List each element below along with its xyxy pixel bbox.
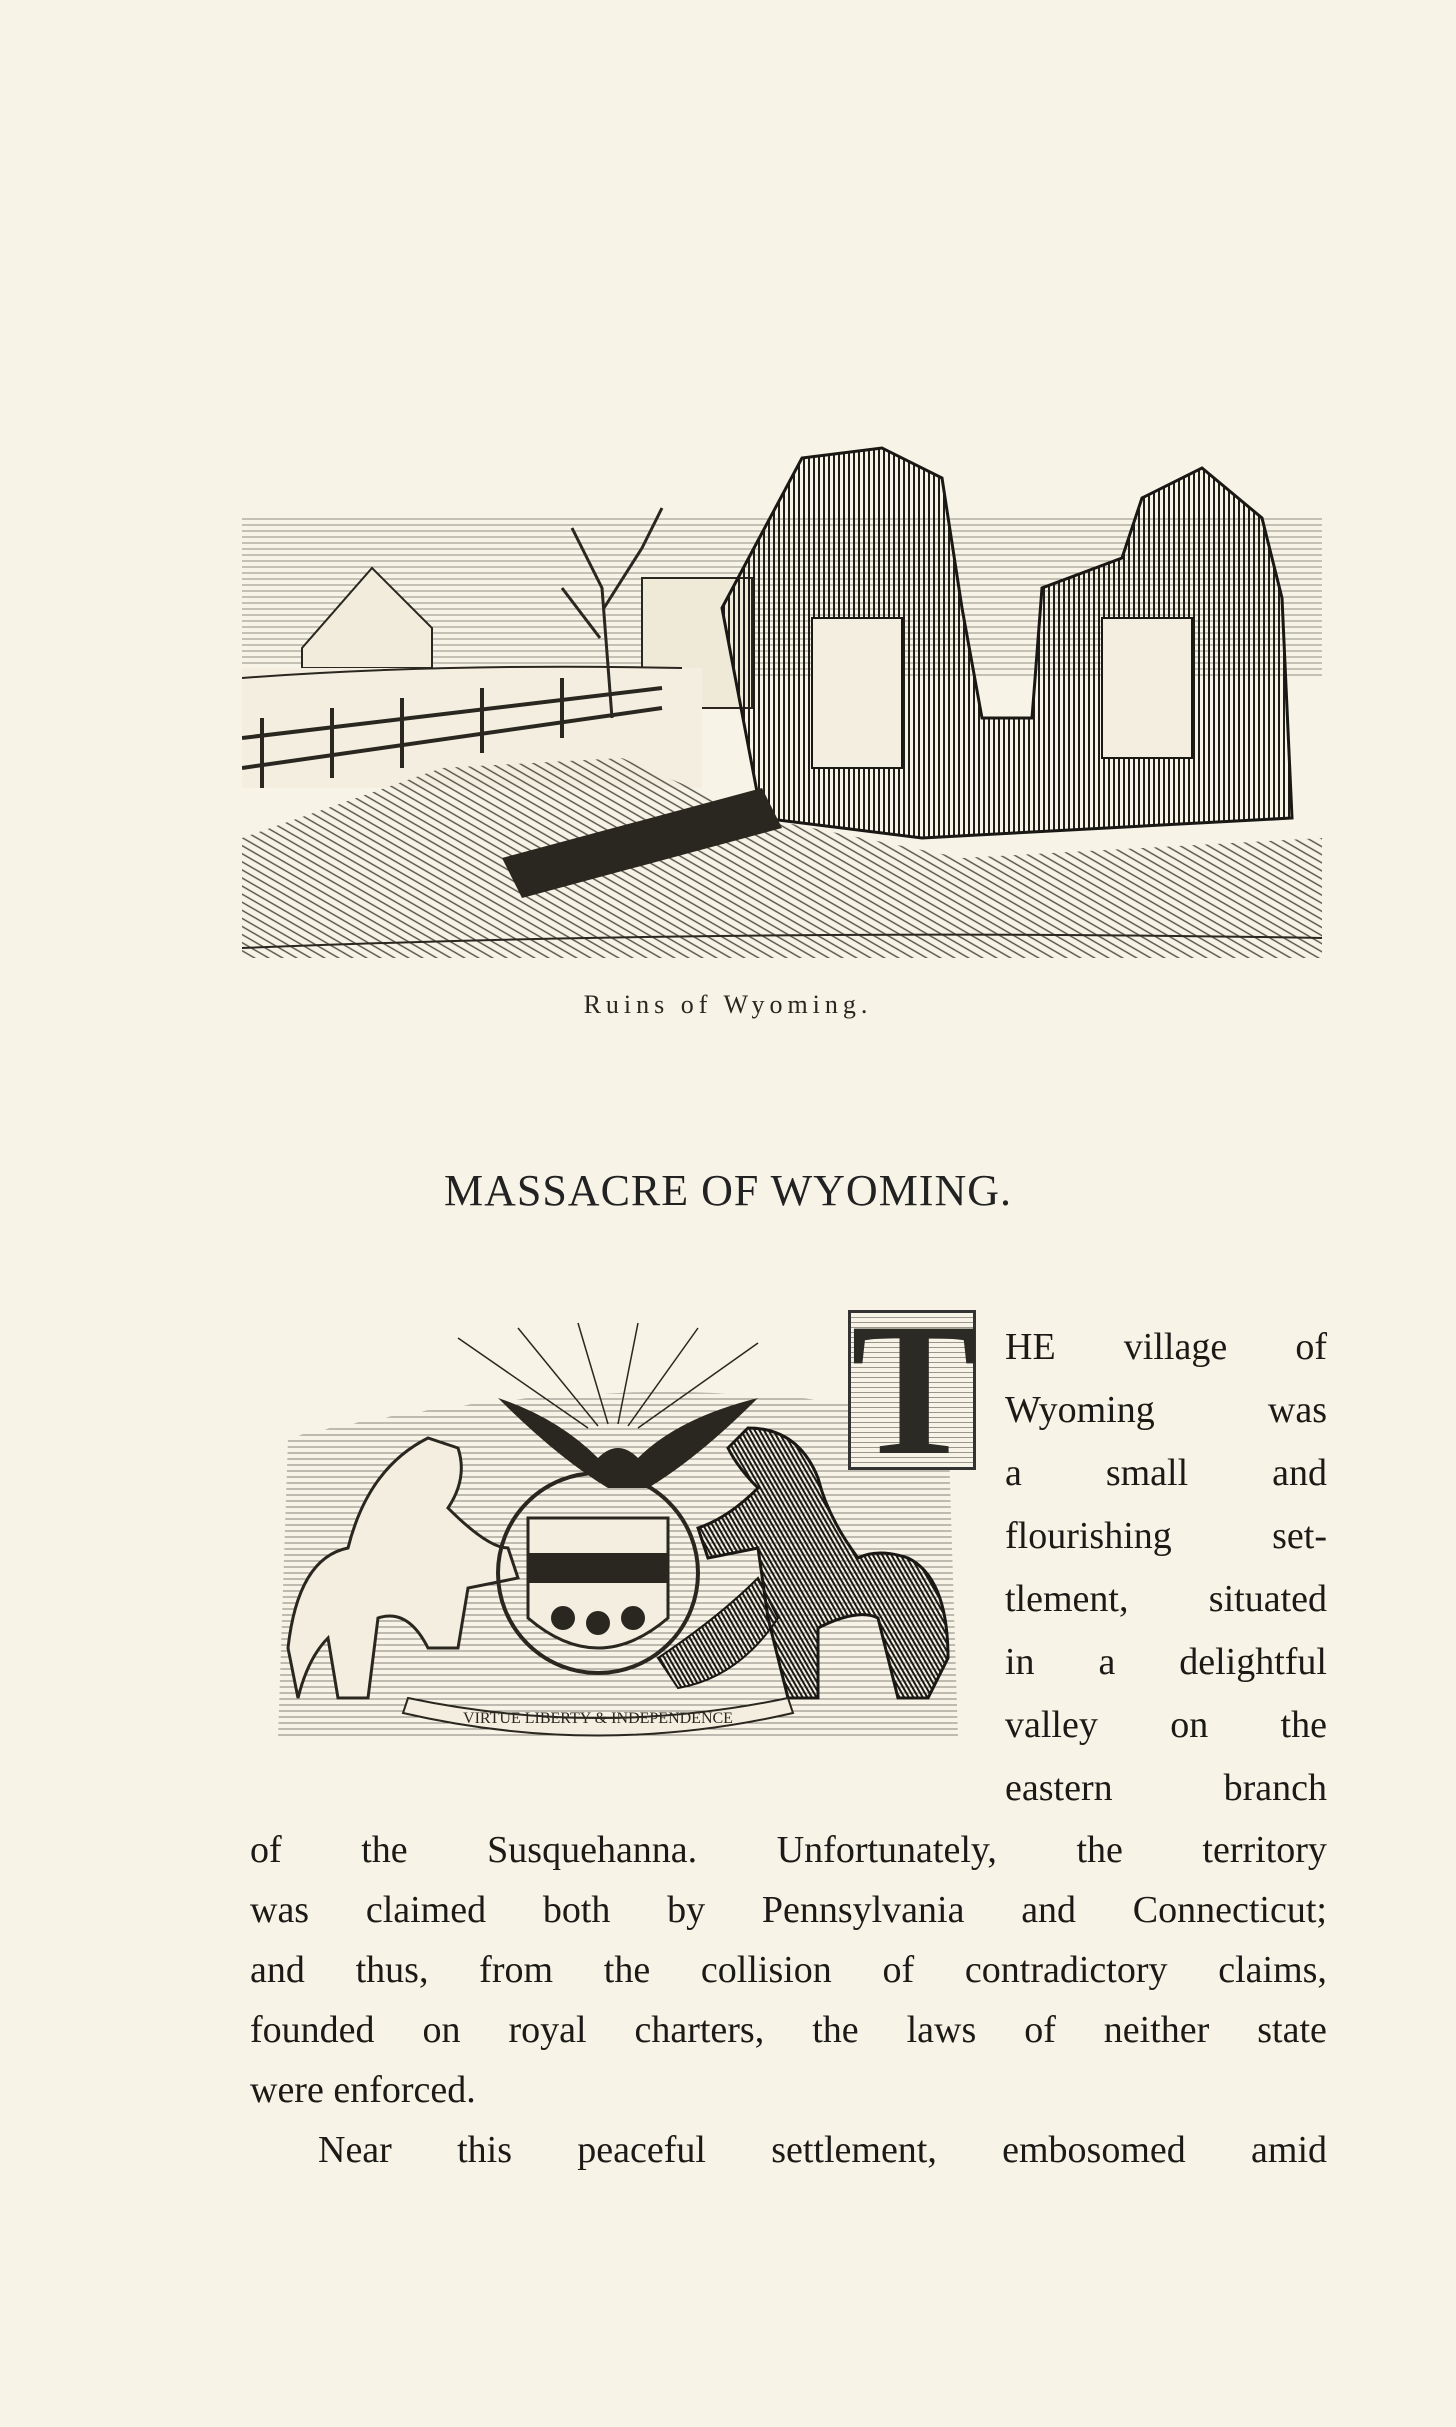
text-line (250, 2070, 1327, 2110)
seal-motto: VIRTUE LIBERTY & INDEPENDENCE (463, 1710, 733, 1727)
word: delightful (1179, 1641, 1327, 1683)
word: state (1257, 2009, 1327, 2051)
word: and (1021, 1889, 1077, 1931)
word: Wyoming (1005, 1389, 1155, 1431)
word: this (457, 2129, 512, 2171)
word: eastern (1005, 1767, 1113, 1809)
word: were enforced. (250, 2069, 476, 2111)
word: a (1005, 1452, 1022, 1494)
word: the (1076, 1829, 1123, 1871)
word: Unfortunately, (776, 1829, 997, 1871)
illustration-caption: Ruins of Wyoming. (583, 990, 873, 1019)
word: amid (1251, 2129, 1327, 2171)
word: thus, (355, 1949, 429, 1991)
text-line (1005, 1327, 1327, 1367)
word: contradictory (964, 1949, 1168, 1991)
word: tlement, (1005, 1578, 1129, 1620)
text-line (1005, 1705, 1327, 1745)
word: royal (508, 2009, 587, 2051)
word: on (1170, 1704, 1209, 1746)
word: both (542, 1889, 611, 1931)
text-line (1005, 1642, 1327, 1682)
word: from (479, 1949, 554, 1991)
word: collision (700, 1949, 832, 1991)
word: territory (1202, 1829, 1327, 1871)
word: HE (1005, 1326, 1056, 1368)
text-line (1005, 1516, 1327, 1556)
text-line (318, 2130, 1327, 2170)
word: set- (1272, 1515, 1327, 1557)
word: of (1024, 2009, 1056, 2051)
word: laws (906, 2009, 977, 2051)
word: on (422, 2009, 461, 2051)
word: Susquehanna. (487, 1829, 698, 1871)
word: of (882, 1949, 915, 1991)
word: and (1272, 1452, 1327, 1494)
word: valley (1005, 1704, 1098, 1746)
word: small (1105, 1452, 1189, 1494)
drop-cap (848, 1285, 978, 1495)
word: and (250, 1949, 305, 1991)
word: claims, (1218, 1949, 1327, 1991)
chapter-title: MASSACRE OF WYOMING. (443, 1166, 1013, 1215)
word: Connecticut; (1132, 1889, 1327, 1931)
word: neither (1103, 2009, 1210, 2051)
word: the (361, 1829, 408, 1871)
word: the (1280, 1704, 1327, 1746)
text-line (250, 1830, 1327, 1870)
word: settlement, (771, 2129, 937, 2171)
text-line (250, 1890, 1327, 1930)
text-line (250, 2010, 1327, 2050)
word: a (1098, 1641, 1116, 1683)
word: branch (1223, 1767, 1327, 1809)
word: was (1267, 1389, 1327, 1431)
text-line (1005, 1390, 1327, 1430)
word: the (603, 1949, 651, 1991)
drop-cap-letter: T (851, 1285, 978, 1495)
word: of (250, 1829, 282, 1871)
word: was (250, 1889, 310, 1931)
word: charters, (634, 2009, 765, 2051)
text-line (1005, 1579, 1327, 1619)
word: Near (318, 2129, 392, 2171)
word: claimed (365, 1889, 487, 1931)
text-line (250, 1950, 1327, 1990)
word: founded (250, 2009, 375, 2051)
word: peaceful (577, 2129, 706, 2171)
word: flourishing (1005, 1515, 1172, 1557)
word: the (812, 2009, 859, 2051)
word: in (1005, 1641, 1035, 1683)
word: village (1123, 1326, 1228, 1368)
word: of (1295, 1326, 1327, 1368)
text-line (1005, 1453, 1327, 1493)
word: embosomed (1002, 2129, 1186, 2171)
word: Pennsylvania (761, 1889, 965, 1931)
text-line (1005, 1768, 1327, 1808)
word: situated (1208, 1578, 1327, 1620)
word: by (667, 1889, 706, 1931)
ruins-engraving-icon (242, 438, 1322, 998)
